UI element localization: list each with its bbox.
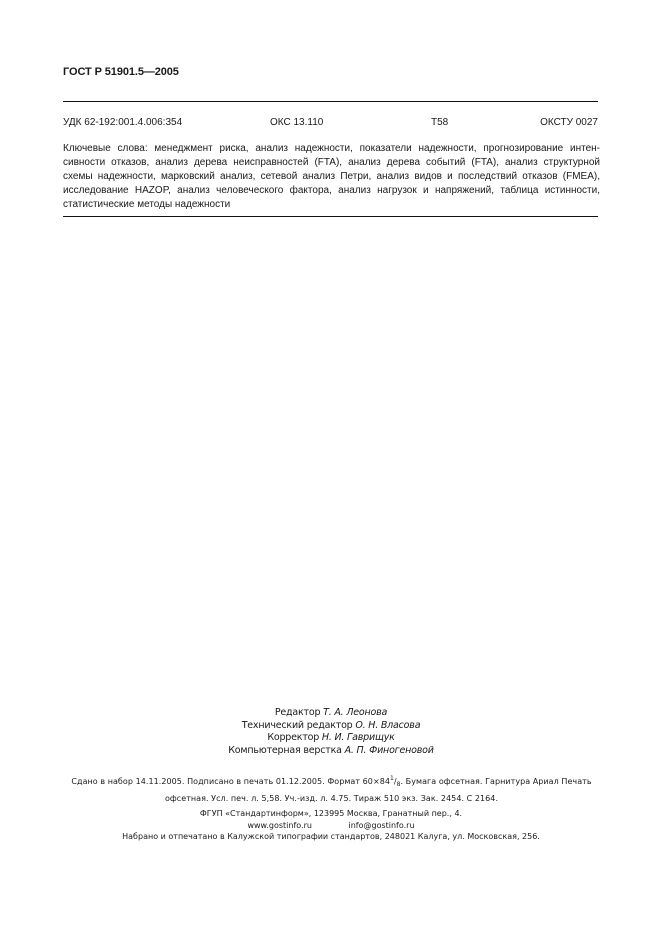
publisher-block bbox=[0, 808, 662, 843]
credit-role: Технический редактор bbox=[241, 719, 353, 731]
email-link[interactable]: info@gostinfo.ru bbox=[348, 820, 415, 830]
standard-title: ГОСТ Р 51901.5—2005 bbox=[63, 66, 179, 78]
format-denominator: 8 bbox=[396, 781, 401, 788]
credit-tech-editor bbox=[0, 720, 662, 733]
credits-block bbox=[0, 707, 662, 757]
credit-proofreader bbox=[0, 732, 662, 745]
credit-name: Н. И. Гаврищук bbox=[321, 732, 395, 743]
publisher-address: ФГУП «Стандартинформ», 123995 Москва, Гранатный пер., 4. bbox=[199, 809, 463, 818]
oks-code: ОКС 13.110 bbox=[270, 117, 324, 128]
keywords-line: сивности отказов, анализ дерева неисправностей (FTA), анализ дерева событий (FTA), анализ структурной bbox=[63, 157, 600, 168]
publisher-contacts bbox=[0, 820, 662, 832]
credit-layout bbox=[0, 745, 662, 758]
website-link[interactable]: www.gostinfo.ru bbox=[247, 820, 312, 830]
keywords-line: статистические методы надежности bbox=[63, 199, 231, 210]
credit-role: Редактор bbox=[274, 707, 321, 718]
print-info-text: . Бумага офсетная. Гарнитура Ариал Печать bbox=[400, 777, 592, 786]
group-code: Т58 bbox=[431, 117, 449, 128]
keywords-paragraph bbox=[63, 142, 600, 212]
okstu-code: ОКСТУ 0027 bbox=[540, 117, 598, 128]
classification-row bbox=[63, 117, 598, 131]
format-numerator: 1 bbox=[389, 775, 394, 782]
printed-by: Набрано и отпечатано в Калужской типографии стандартов, 248021 Калуга, ул. Московская, 256. bbox=[122, 832, 540, 841]
udk-code: УДК 62-192:001.4.006:354 bbox=[63, 117, 183, 128]
print-info-line-2: офсетная. Усл. печ. л. 5,58. Уч.-изд. л. 4.75. Тираж 510 экз. Зак. 2454. С 2164. bbox=[164, 794, 499, 803]
keywords-line: схемы надежности, марковский анализ, сетевой анализ Петри, анализ видов и последствий отказов (FMEA), bbox=[63, 171, 600, 182]
bottom-divider bbox=[63, 216, 598, 217]
credit-editor bbox=[0, 707, 662, 720]
print-info-line-1: Сдано в набор 14.11.2005. Подписано в печать 01.12.2005. Формат $60\times 84^1/_8$. Бумага офсетная. Гарнитура Ариал Печать bbox=[71, 775, 592, 788]
credit-name: О. Н. Власова bbox=[355, 719, 421, 731]
credit-role: Компьютерная верстка bbox=[228, 744, 342, 756]
credit-name: А. П. Финогеновой bbox=[344, 744, 434, 756]
print-info-text: Сдано в набор 14.11.2005. Подписано в печать 01.12.2005. Формат 60×84 bbox=[71, 777, 390, 786]
credit-name: Т. А. Леонова bbox=[323, 707, 388, 718]
top-divider bbox=[63, 101, 598, 102]
credit-role: Корректор bbox=[267, 732, 320, 743]
keywords-line: Ключевые слова: менеджмент риска, анализ надежности, показатели надежности, прогнозирование интен- bbox=[63, 143, 600, 154]
print-info bbox=[63, 772, 600, 806]
keywords-line: исследование HAZOP, анализ человеческого фактора, анализ нагрузок и напряжений, таблица истинности, bbox=[63, 185, 600, 196]
